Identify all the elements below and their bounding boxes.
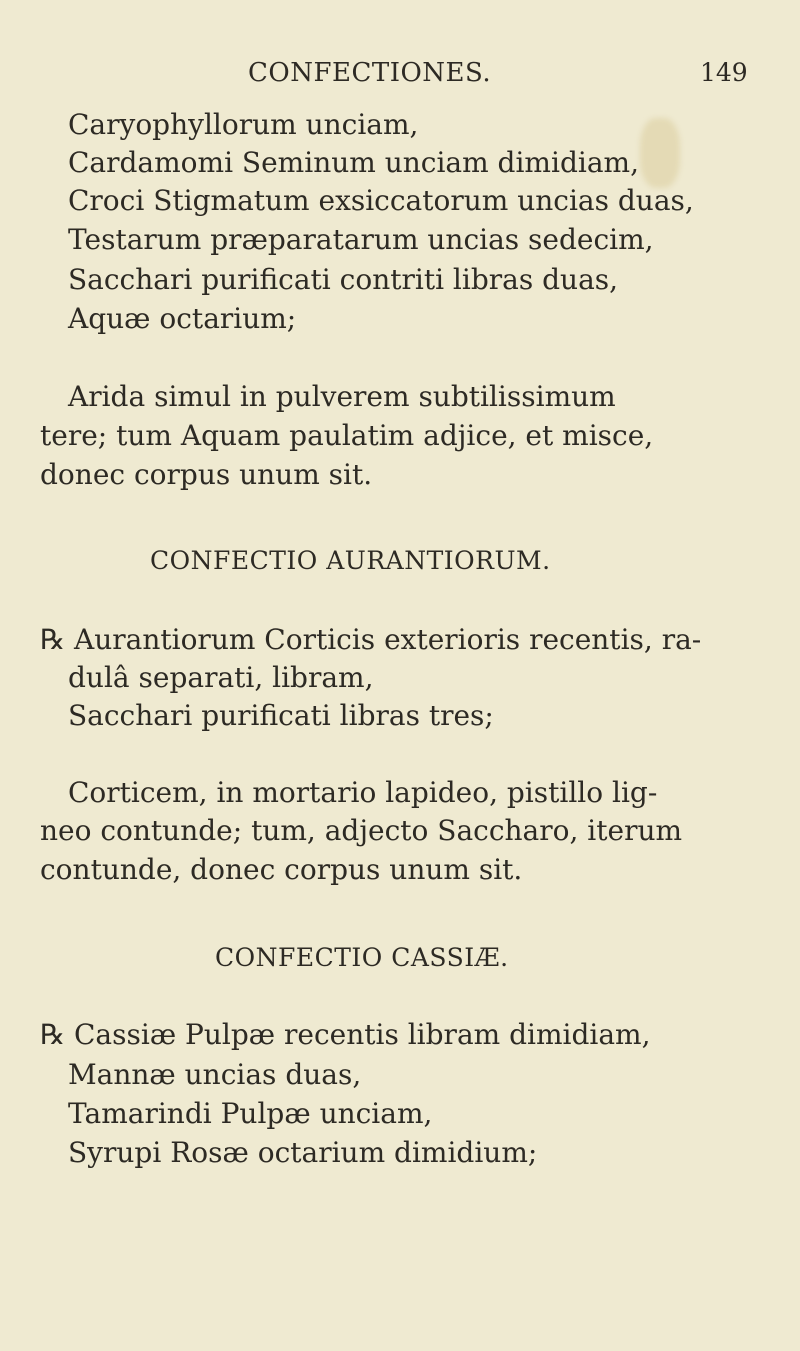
ingredient-line: Tamarindi Pulpæ unciam,: [68, 1097, 433, 1130]
ingredient-line: ℞ Aurantiorum Corticis exterioris recentis, ra-: [40, 623, 702, 656]
section-heading-cassiae: CONFECTIO CASSIÆ.: [215, 943, 509, 972]
paper-stain: [640, 118, 680, 188]
direction-line: contunde, donec corpus unum sit.: [40, 853, 523, 886]
section-heading-aurantiorum: CONFECTIO AURANTIORUM.: [150, 546, 551, 575]
ingredient-line: Aquæ octarium;: [68, 302, 297, 335]
ingredient-line: Cardamomi Seminum unciam dimidiam,: [68, 146, 639, 179]
ingredient-line: Sacchari purificati libras tres;: [68, 699, 494, 732]
direction-line: Arida simul in pulverem subtilissimum: [68, 380, 616, 413]
page-number: 149: [700, 58, 748, 87]
running-title: CONFECTIONES.: [248, 58, 492, 88]
ingredient-line: ℞ Cassiæ Pulpæ recentis libram dimidiam,: [40, 1018, 651, 1051]
direction-line: neo contunde; tum, adjecto Saccharo, iterum: [40, 814, 683, 847]
ingredient-line: Sacchari purificati contriti libras duas,: [68, 263, 619, 296]
ingredient-line: Mannæ uncias duas,: [68, 1058, 362, 1091]
ingredient-line: Caryophyllorum unciam,: [68, 108, 419, 141]
running-head: [0, 50, 800, 92]
ingredient-line: Testarum præparatarum uncias sedecim,: [68, 223, 654, 256]
ingredient-line: Syrupi Rosæ octarium dimidium;: [68, 1136, 538, 1169]
direction-line: Corticem, in mortario lapideo, pistillo lig-: [68, 776, 658, 809]
ingredient-line: Croci Stigmatum exsiccatorum uncias duas,: [68, 184, 694, 217]
direction-line: donec corpus unum sit.: [40, 458, 373, 491]
direction-line: tere; tum Aquam paulatim adjice, et misce,: [40, 419, 654, 452]
ingredient-line: dulâ separati, libram,: [68, 661, 374, 694]
